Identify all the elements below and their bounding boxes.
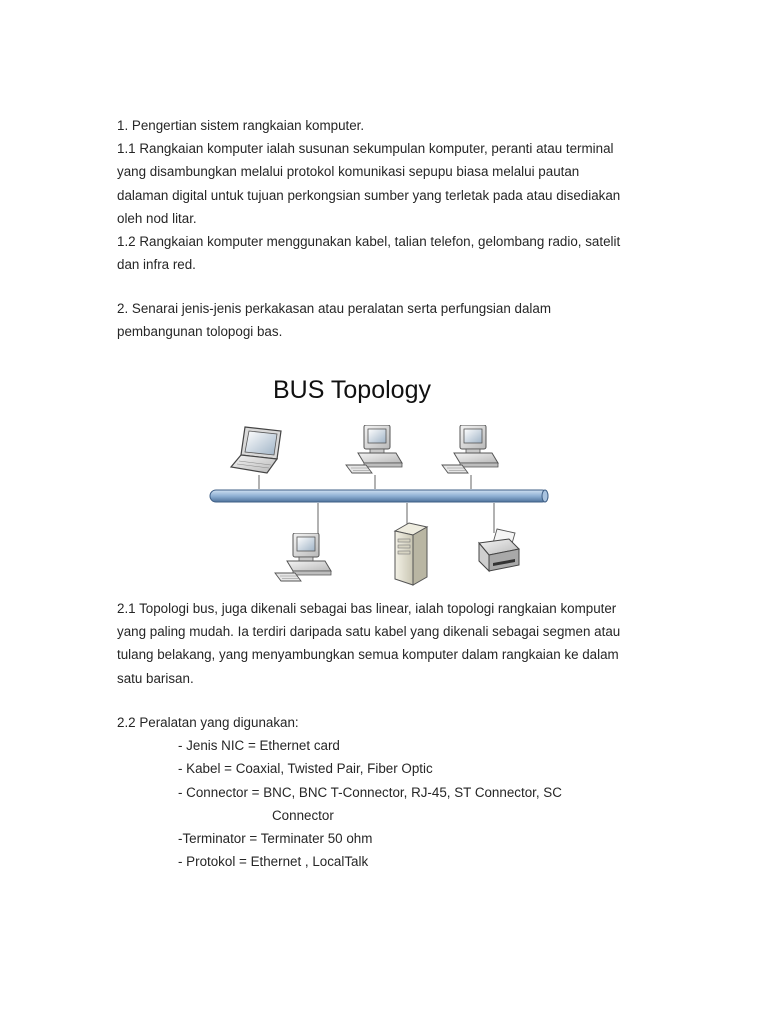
equipment-item: - Protokol = Ethernet , LocalTalk bbox=[178, 854, 369, 870]
section-1-1-line: 1.1 Rangkaian komputer ialah susunan sekumpulan komputer, peranti atau terminal bbox=[117, 141, 614, 157]
equipment-item: - Kabel = Coaxial, Twisted Pair, Fiber Optic bbox=[178, 761, 433, 777]
section-2-2 bbox=[117, 711, 657, 873]
section-1-2-line: dan infra red. bbox=[117, 257, 196, 273]
bus-topology-diagram bbox=[207, 367, 552, 589]
printer-icon bbox=[479, 529, 519, 571]
section-1-1-line: dalaman digital untuk tujuan perkongsian sumber yang terletak pada atau disediakan bbox=[117, 187, 621, 203]
bus-cable bbox=[210, 490, 548, 502]
equipment-item: - Connector = BNC, BNC T-Connector, RJ-45, ST Connector, SC bbox=[178, 784, 562, 800]
section-1-1-line: yang disambungkan melalui protokol komunikasi sepupu biasa melalui pautan bbox=[117, 164, 580, 180]
laptop-icon bbox=[231, 427, 281, 473]
equipment-item-continuation: Connector bbox=[272, 807, 334, 823]
section-2-1-line: tulang belakang, yang menyambungkan semua komputer dalam rangkaian ke dalam bbox=[117, 647, 619, 663]
diagram-title: BUS Topology bbox=[273, 376, 431, 404]
section-2-1-line: 2.1 Topologi bus, juga dikenali sebagai bas linear, ialah topologi rangkaian komputer bbox=[117, 601, 617, 616]
section-1-heading: 1. Pengertian sistem rangkaian komputer. bbox=[117, 118, 365, 133]
section-1-1-line: oleh nod litar. bbox=[117, 210, 197, 226]
section-2-heading-line: pembangunan tolopogi bas. bbox=[117, 324, 283, 340]
section-1-2-line: 1.2 Rangkaian komputer menggunakan kabel, talian telefon, gelombang radio, satelit bbox=[117, 234, 621, 250]
equipment-item: - Jenis NIC = Ethernet card bbox=[178, 738, 340, 754]
drop-cables bbox=[259, 475, 494, 539]
desktop-computer-icon bbox=[442, 425, 498, 473]
section-2 bbox=[117, 297, 657, 343]
section-2-2-heading: 2.2 Peralatan yang digunakan: bbox=[117, 715, 299, 730]
equipment-item: -Terminator = Terminater 50 ohm bbox=[178, 831, 373, 847]
section-2-1-line: yang paling mudah. Ia terdiri daripada satu kabel yang dikenali sebagai segmen atau bbox=[117, 624, 621, 640]
section-2-heading-line: 2. Senarai jenis-jenis perkakasan atau peralatan serta perfungsian dalam bbox=[117, 301, 551, 316]
desktop-computer-icon bbox=[275, 533, 331, 581]
section-2-1-line: satu barisan. bbox=[117, 670, 194, 686]
desktop-computer-icon bbox=[346, 425, 402, 473]
server-tower-icon bbox=[395, 523, 427, 585]
section-1 bbox=[117, 114, 657, 276]
section-2-1 bbox=[117, 597, 657, 690]
